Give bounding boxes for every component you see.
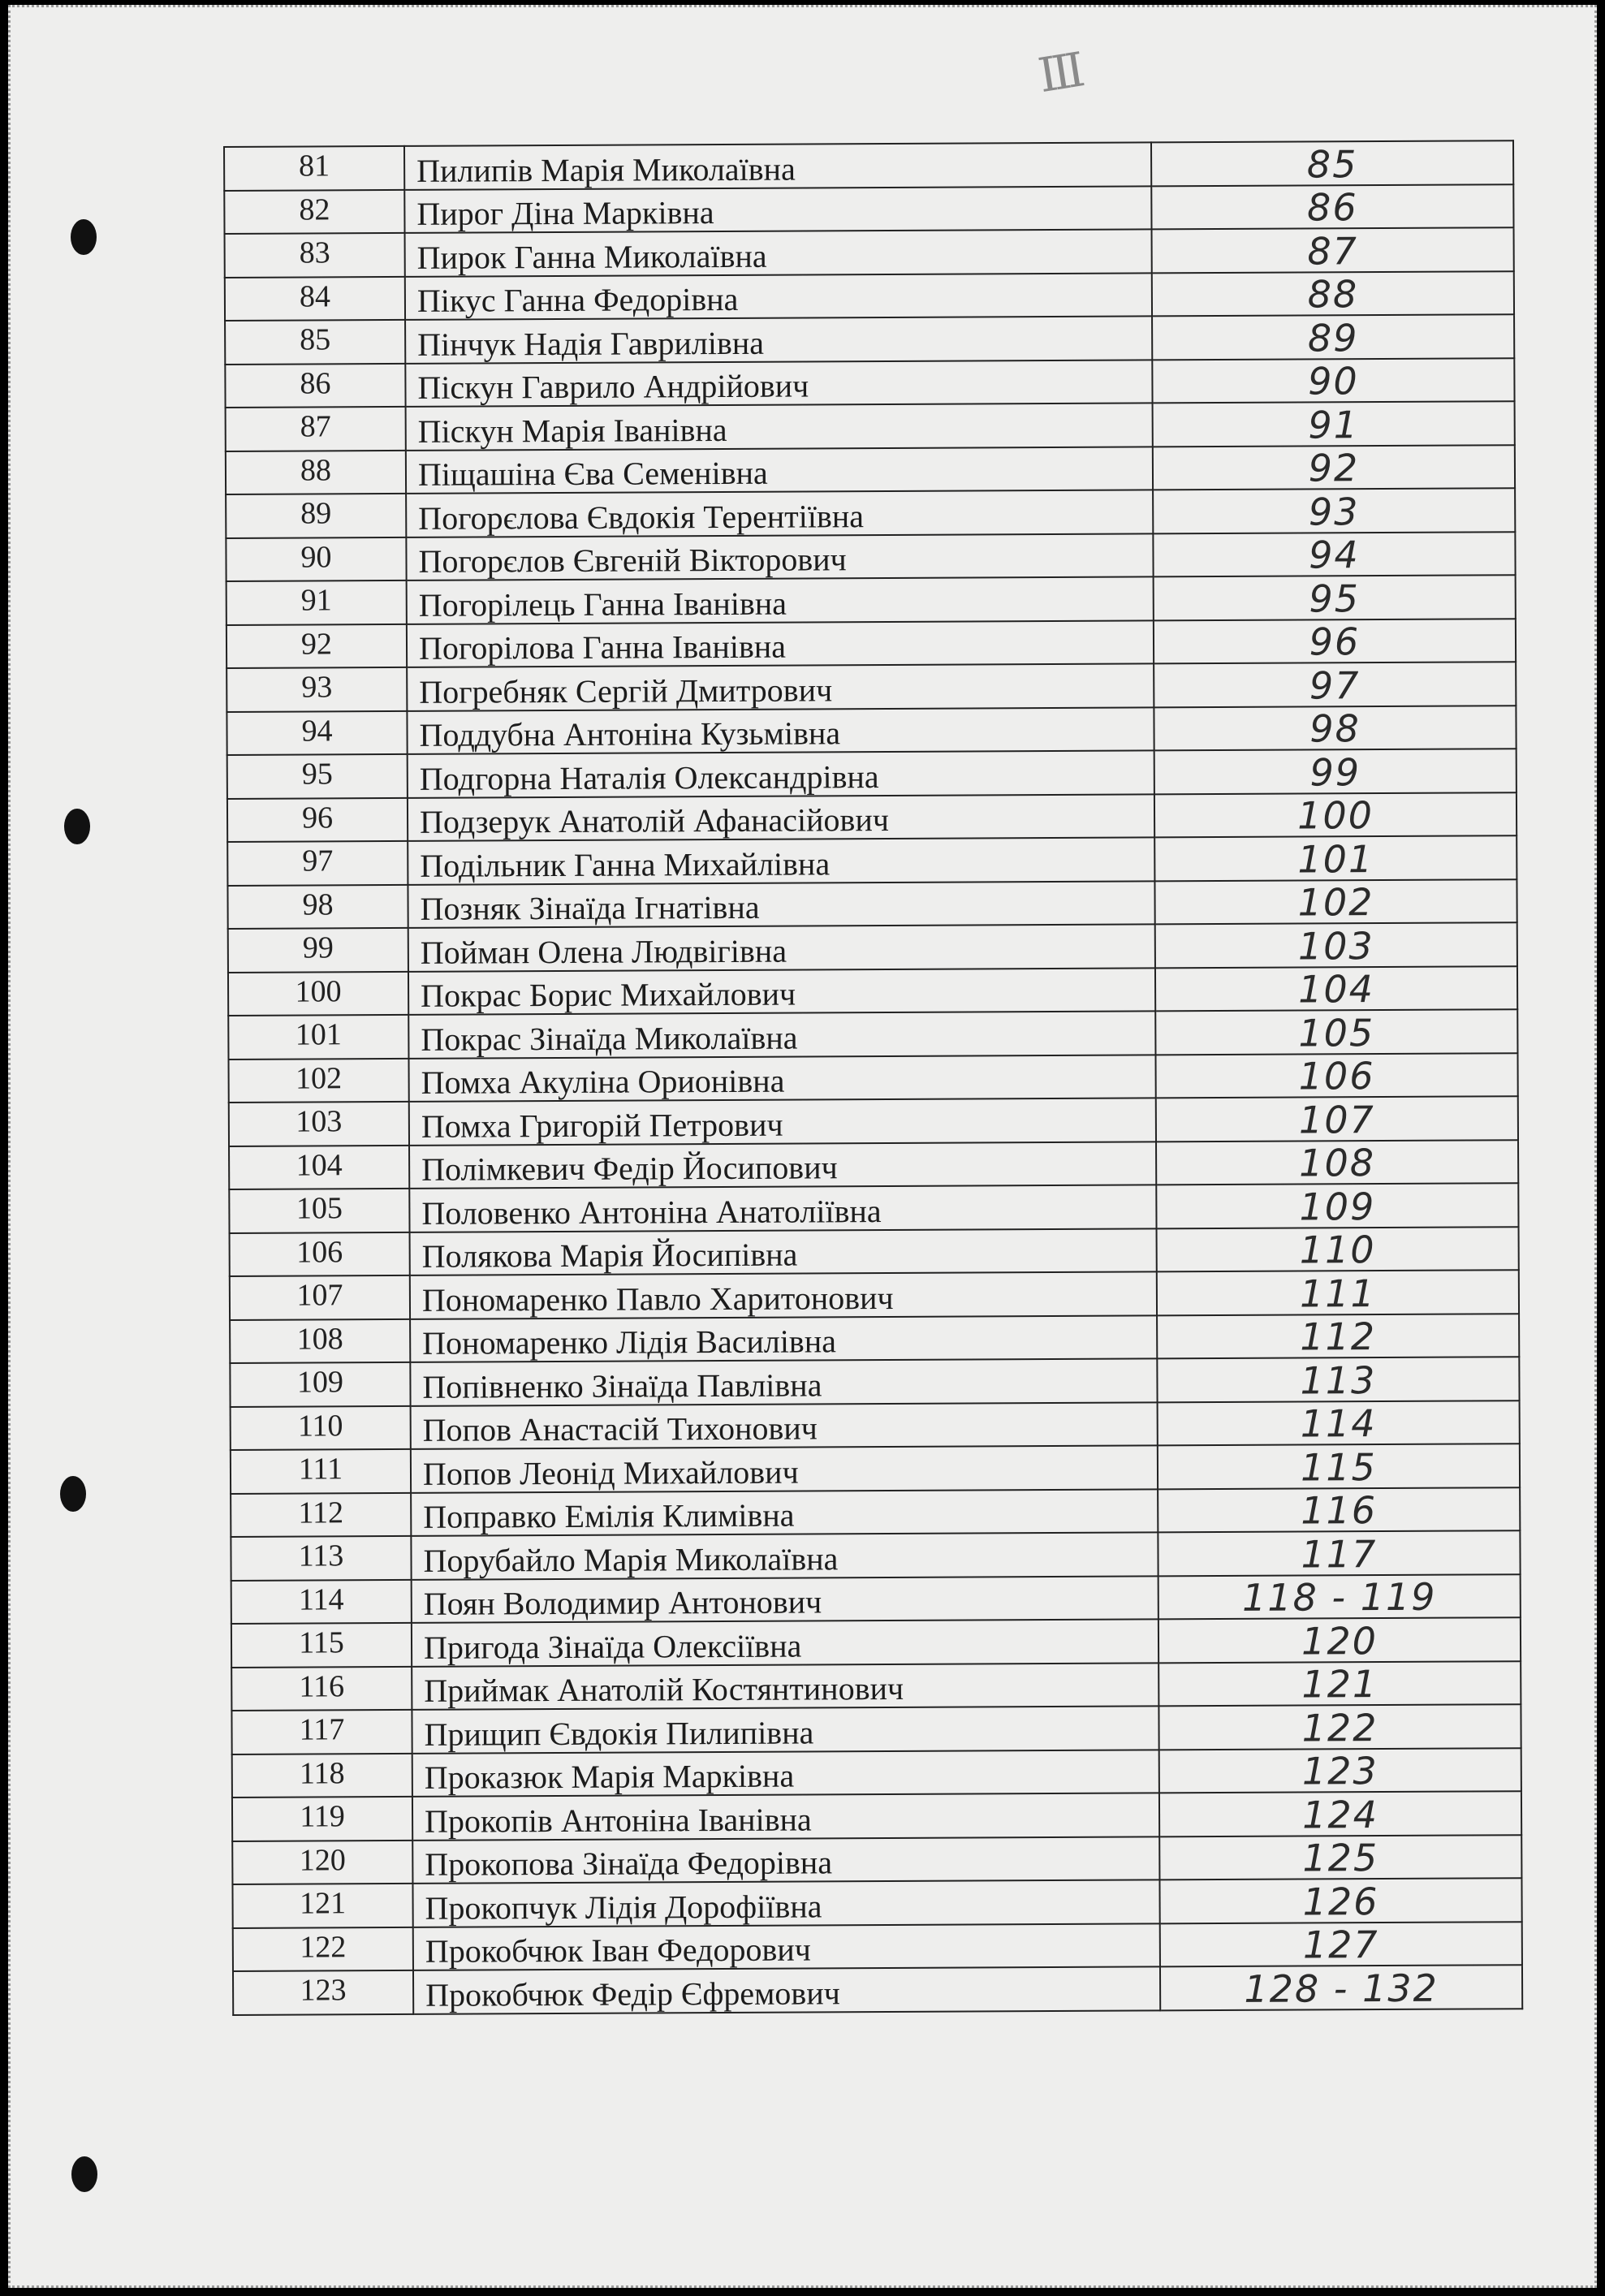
row-number: 110 [231,1405,411,1450]
row-number: 95 [227,754,408,799]
page-reference: 125 [1159,1835,1521,1880]
person-name: Помха Акуліна Орионівна [408,1055,1155,1102]
row-number: 91 [227,580,407,625]
table-row [228,1053,1517,1103]
binder-hole [64,809,90,844]
table-row [225,358,1514,408]
table-row [225,271,1514,321]
person-name: Піскун Марія Іванівна [406,403,1153,450]
binder-hole [60,1476,86,1512]
person-name: Пилипів Марія Миколаївна [404,142,1151,189]
table-row [224,140,1513,190]
person-name: Пригода Зінаїда Олексіївна [412,1619,1158,1666]
table-row [227,662,1516,711]
row-number: 107 [230,1275,410,1320]
page-reference: 109 [1156,1183,1518,1228]
row-number: 89 [226,494,406,538]
person-name: Поддубна Антоніна Кузьмівна [407,707,1154,754]
page-reference: 85 [1151,140,1513,186]
table-row [231,1661,1521,1711]
row-number: 92 [227,624,407,668]
page-reference: 100 [1154,792,1517,838]
page-reference: 87 [1152,227,1514,273]
row-number: 98 [227,884,408,929]
person-name: Попов Леонід Михайлович [411,1445,1158,1492]
table-row [230,1227,1519,1276]
row-number: 118 [232,1753,412,1798]
page-reference: 88 [1152,271,1514,317]
table-row [230,1314,1519,1363]
page-reference: 113 [1157,1357,1519,1402]
page-reference: 93 [1153,488,1515,533]
page-reference: 127 [1160,1922,1522,1967]
page-reference: 122 [1158,1704,1521,1750]
row-number: 96 [227,797,408,842]
person-name: Пономаренко Лідія Василівна [410,1315,1157,1362]
page-reference: 89 [1152,314,1514,360]
page-reference: 120 [1158,1617,1521,1663]
row-number: 122 [233,1927,413,1971]
page-reference: 123 [1159,1748,1521,1793]
person-name: Прокобчюк Федір Єфремович [413,1966,1160,2013]
row-number: 100 [228,971,408,1016]
row-number: 97 [227,841,408,886]
page-reference: 112 [1157,1314,1519,1359]
table-row [227,792,1517,842]
table-row [227,749,1517,798]
row-number: 82 [224,189,404,234]
row-number: 123 [233,1970,413,2015]
table-row [226,401,1515,451]
person-name: Подільник Ганна Михайлівна [408,837,1154,884]
binder-hole [71,219,97,255]
row-number: 90 [226,537,406,581]
table-row [233,1922,1522,1971]
person-name: Позняк Зінаїда Ігнатівна [408,881,1154,928]
row-number: 85 [225,320,405,365]
page-reference: 107 [1156,1096,1518,1142]
person-name: Прокопів Антоніна Іванівна [412,1793,1159,1840]
person-name: Полімкевич Федір Йосипович [409,1142,1156,1189]
row-number: 94 [227,710,407,755]
row-number: 93 [227,667,407,712]
person-name: Приймак Анатолій Костянтинович [412,1663,1158,1710]
row-number: 108 [230,1318,410,1363]
row-number: 113 [231,1536,411,1581]
page-reference: 108 [1156,1140,1518,1185]
table-row [227,575,1516,624]
table-row [230,1270,1519,1319]
person-name: Піщашіна Єва Семенівна [406,447,1153,494]
table-row [231,1704,1521,1754]
table-row [231,1444,1520,1493]
person-name: Пойман Олена Людвігівна [408,924,1155,971]
table-row [233,1965,1522,2014]
table-row [228,1009,1517,1059]
row-number: 121 [232,1884,412,1928]
page-reference: 91 [1153,401,1515,447]
page-reference: 94 [1153,532,1515,577]
person-name: Пінчук Надія Гаврилівна [405,316,1152,363]
table-row [231,1400,1520,1450]
row-number: 81 [224,146,404,191]
page-reference: 115 [1158,1444,1520,1489]
person-name: Погребняк Сергій Дмитрович [407,663,1154,710]
person-name: Покрас Борис Михайлович [408,968,1155,1015]
table-row [227,706,1516,755]
person-name: Порубайло Марія Миколаївна [411,1532,1158,1579]
person-name: Прищип Євдокія Пилипівна [412,1706,1158,1753]
page-reference: 110 [1157,1227,1519,1272]
page-reference: 98 [1154,706,1516,751]
table-row [231,1487,1520,1537]
table-row [224,184,1513,234]
row-number: 86 [225,363,405,408]
row-number: 101 [228,1015,408,1060]
table-row [226,445,1515,494]
table-row [232,1748,1521,1798]
name-registry-table [223,140,1523,2015]
row-number: 88 [226,450,406,494]
table-row [228,966,1517,1016]
table-row [225,314,1514,364]
table-row [231,1530,1520,1580]
person-name: Пирок Ганна Миколаївна [405,229,1152,276]
row-number: 87 [226,407,406,451]
table-row [232,1835,1521,1884]
page-reference: 99 [1154,749,1517,794]
person-name: Прокобчюк Іван Федорович [413,1923,1160,1970]
page-reference: 97 [1154,662,1516,707]
row-number: 103 [229,1102,409,1146]
person-name: Погорілець Ганна Іванівна [407,576,1154,624]
registry-rows [224,140,1522,2014]
row-number: 120 [232,1840,412,1884]
table-row [225,227,1514,277]
page-reference: 106 [1155,1053,1517,1098]
table-row [231,1617,1521,1667]
page-number-stamp: III [1034,42,1085,104]
table-row [229,1140,1518,1189]
person-name: Поправко Емілія Климівна [411,1489,1158,1536]
page-reference: 105 [1155,1009,1517,1055]
person-name: Подзерук Анатолій Афанасійович [408,794,1154,841]
binder-hole [71,2156,97,2192]
table-row [232,1791,1521,1841]
person-name: Прокопчук Лідія Дорофіївна [412,1880,1159,1927]
row-number: 115 [231,1623,412,1668]
person-name: Попівненко Зінаїда Павлівна [410,1358,1157,1405]
table-row [227,619,1516,668]
row-number: 117 [231,1710,412,1754]
page-reference: 95 [1154,575,1516,620]
person-name: Прокопова Зінаїда Федорівна [412,1836,1159,1884]
person-name: Проказюк Марія Марківна [412,1750,1159,1797]
page-reference: 117 [1158,1530,1520,1576]
person-name: Погорєлова Євдокія Терентіївна [406,490,1153,537]
table-row [226,488,1515,537]
person-name: Покрас Зінаїда Миколаївна [408,1011,1155,1058]
row-number: 99 [228,928,408,973]
table-row [227,879,1517,929]
person-name: Пирог Діна Марківна [404,186,1151,233]
page-reference: 86 [1151,184,1513,230]
row-number: 114 [231,1579,412,1624]
document-page [8,5,1597,2288]
person-name: Полякова Марія Йосипівна [410,1228,1157,1275]
page-reference: 124 [1159,1791,1521,1836]
page-reference: 111 [1157,1270,1519,1315]
row-number: 111 [231,1449,411,1494]
table-row [232,1878,1521,1927]
page-reference: 118 - 119 [1158,1574,1521,1620]
person-name: Подгорна Наталія Олександрівна [408,750,1154,797]
page-reference: 102 [1154,879,1517,925]
person-name: Піскун Гаврило Андрійович [405,360,1152,407]
page-reference: 104 [1155,966,1517,1012]
table-row [228,922,1517,972]
table-row [229,1183,1518,1232]
person-name: Попов Анастасій Тихонович [411,1402,1158,1449]
person-name: Помха Григорій Петрович [409,1098,1156,1145]
page-reference: 121 [1158,1661,1521,1707]
page-reference: 103 [1155,922,1517,968]
person-name: Погорєлов Євгеній Вікторович [406,533,1153,580]
row-number: 106 [230,1232,410,1276]
row-number: 116 [231,1666,412,1711]
page-reference: 101 [1154,835,1517,881]
person-name: Пономаренко Павло Харитонович [410,1271,1157,1318]
row-number: 109 [230,1362,410,1407]
person-name: Поян Володимир Антонович [412,1576,1158,1623]
row-number: 84 [225,276,405,321]
row-number: 104 [229,1145,409,1189]
page-reference: 116 [1158,1487,1520,1533]
page-reference: 114 [1158,1400,1520,1446]
table-row [226,532,1515,581]
page-reference: 128 - 132 [1160,1965,1522,2010]
page-reference: 90 [1152,358,1514,404]
table-row [230,1357,1519,1406]
table-row [229,1096,1518,1146]
person-name: Погорілова Ганна Іванівна [407,620,1154,667]
table-row [231,1574,1521,1624]
row-number: 83 [225,233,405,278]
page-reference: 96 [1154,619,1516,664]
person-name: Пікус Ганна Федорівна [405,273,1152,320]
row-number: 112 [231,1492,411,1537]
row-number: 105 [229,1189,409,1233]
person-name: Половенко Антоніна Анатоліївна [409,1185,1156,1232]
page-reference: 126 [1159,1878,1521,1923]
row-number: 119 [232,1797,412,1841]
table-row [227,835,1517,885]
page-reference: 92 [1153,445,1515,490]
row-number: 102 [228,1058,408,1103]
